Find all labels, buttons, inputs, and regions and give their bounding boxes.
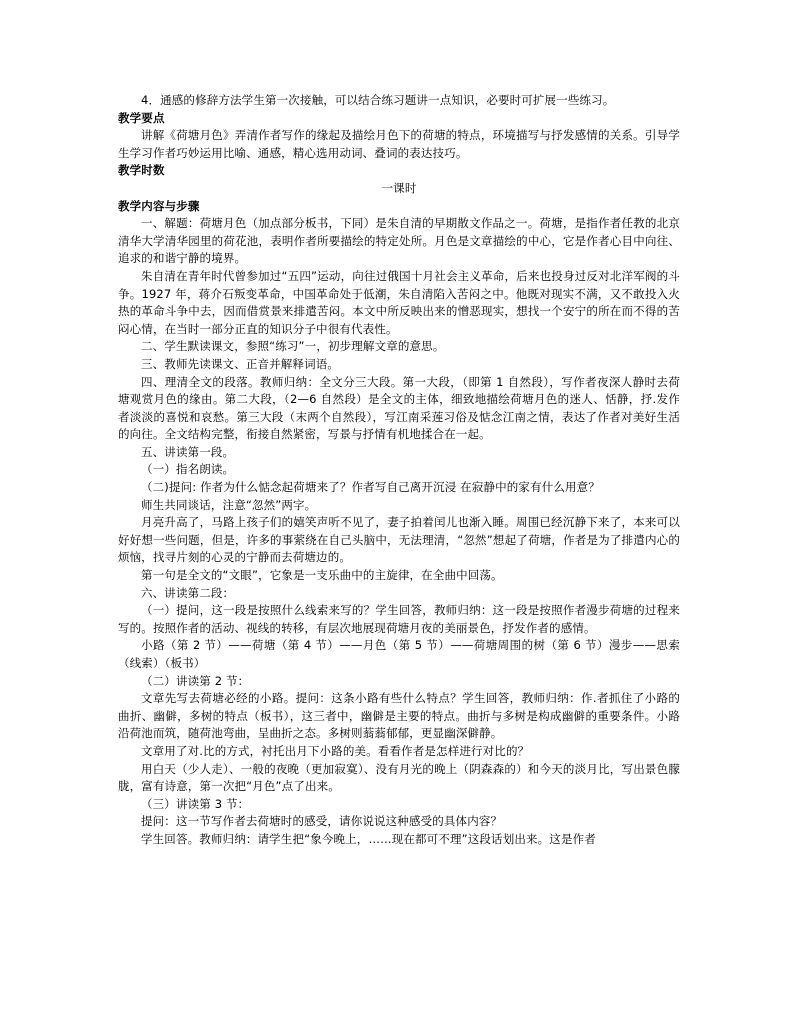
heading-teaching-hours: 教学时数 [118, 163, 165, 178]
paragraph-12: 月亮升高了，马路上孩子们的嬉笑声听不见了，妻子拍着闰儿也渐入睡。周围已经沉静下来了，本来可以好好想一些问题，但是，许多的事萦绕在自己头脑中，无法理清，“忽然”想起了荷塘，作者是为了排遣内心的烦恼，找寻片刻的心灵的宁静而去荷塘边的。 [118, 515, 680, 565]
paragraph-10: （二)提问: 作者为什么惦念起荷塘来了？作者写自己离开沉浸 在寂静中的家有什么用意？ [141, 480, 600, 495]
document-page [118, 92, 680, 849]
paragraph-17: （二）讲读第 2 节： [141, 673, 250, 688]
paragraph-14: 六、讲读第二段： [141, 585, 235, 600]
paragraph-16: 小路（第 2 节）——荷塘（第 4 节）——月色（第 5 节）——荷塘周围的树（第 6 节）漫步——思索（线索）（板书） [118, 638, 680, 670]
paragraph-11: 师生共同谈话，注意“忽然”两字。 [141, 497, 317, 512]
paragraph-9: （一）指名朗读。 [141, 462, 235, 477]
heading-teaching-points: 教学要点 [118, 110, 165, 125]
paragraph-23: 学生回答。教师归纳：请学生把“象今晚上，……现在都可不理”这段话划出来。这是作者 [141, 831, 596, 846]
paragraph-6: 三、教师先读课文、正音并解释词语。 [141, 356, 340, 371]
paragraph-4: 朱自清在青年时代曾参加过“五四”运动，向往过俄国十月社会主义革命，后来也投身过反对北洋军阀的斗争。1927 年，蒋介石叛变革命，中国革命处于低潮，朱自清陷入苦闷之中。他既对现实不满，又不敢投入火热的革命斗争中去，因而借赏景来排遣苦闷。本文中所反映出来的憎恶现实，想找一个安宁的所在而不得的苦闷心情，在当时一部分正直的知识分子中很有代表性。 [118, 268, 680, 336]
paragraph-2: 讲解《荷塘月色》弄清作者写作的缘起及描绘月色下的荷塘的特点，环境描写与抒发感情的关系。引导学生学习作者巧妙运用比喻、通感，精心选用动词、叠词的表达技巧。 [118, 128, 680, 160]
class-hours: 一课时 [381, 180, 417, 195]
paragraph-15: （一）提问，这一段是按照什么线索来写的？学生回答，教师归纳：这一段是按照作者漫步荷塘的过程来写的。按照作者的活动、视线的转移，有层次地展现荷塘月夜的美丽景色，抒发作者的感情。 [118, 603, 680, 635]
paragraph-21: （三）讲读第 3 节： [141, 796, 250, 811]
heading-content-steps: 教学内容与步骤 [118, 198, 200, 213]
paragraph-20: 用白天（少人走）、一般的夜晚（更加寂寞）、没有月光的晚上（阴森森的）和今天的淡月比，写出景色朦胧，富有诗意，第一次把“月色”点了出来。 [118, 761, 680, 794]
paragraph-5: 二、学生默读课文，参照“练习”一，初步理解文章的意思。 [141, 339, 445, 354]
paragraph-1: 4．通感的修辞方法学生第一次接触，可以结合练习题讲一点知识，必要时可扩展一些练习。 [141, 93, 615, 107]
paragraph-7: 四、理清全文的段落。教师归纳：全文分三大段。第一大段，（即第 1 自然段），写作者夜深人静时去荷塘观赏月色的缘由。第二大段，（2—6 自然段）是全文的主体，细致地描绘荷塘月色的迷人、恬静，抒.发作者淡淡的喜悦和哀愁。第三大段（末两个自然段），写江南采莲习俗及惦念江南之情，表达了作者对美好生活的向往。全文结构完整，衔接自然紧密，写景与抒情有机地揉合在一起。 [118, 374, 680, 442]
paragraph-8: 五、讲读第一段。 [141, 444, 235, 459]
paragraph-22: 提问：这一节写作者去荷塘时的感受，请你说说这种感受的具体内容？ [141, 814, 503, 829]
paragraph-13: 第一句是全文的“文眼”，它象是一支乐曲中的主旋律，在全曲中回荡。 [141, 568, 503, 583]
paragraph-3: 一、解题：荷塘月色（加点部分板书，下同）是朱自清的早期散文作品之一。荷塘，是指作者任教的北京清华大学清华园里的荷花池，表明作者所要描绘的特定处所。月色是文章描绘的中心，它是作者心目中向往、追求的和谐宁静的境界。 [118, 216, 680, 266]
paragraph-19: 文章用了对.比的方式，衬托出月下小路的美。看看作者是怎样进行对比的？ [141, 743, 530, 758]
paragraph-18: 文章先写去荷塘必经的小路。提问：这条小路有些什么特点？学生回答，教师归纳：作.者抓住了小路的曲折、幽僻，多树的特点（板书），这三者中，幽僻是主要的特点。曲折与多树是构成幽僻的重要条件。小路沿荷池而筑，随荷池弯曲，呈曲折之态。多树则蓊蓊郁郁，更显幽深僻静。 [118, 691, 680, 741]
